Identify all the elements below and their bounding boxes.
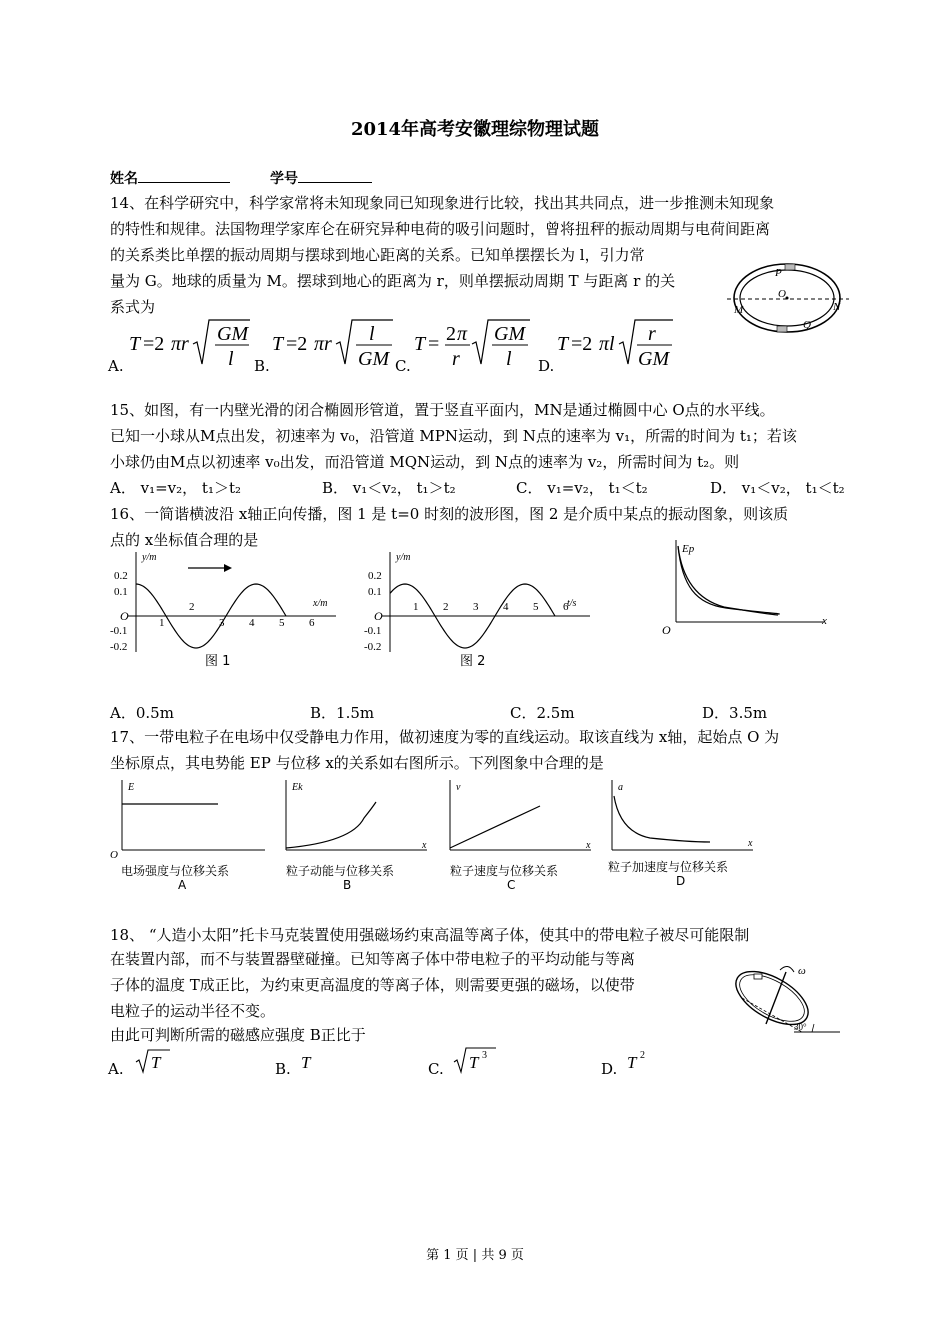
formula-sqrt-t-cubed (452, 1044, 500, 1076)
q14-option-a: A. (108, 357, 124, 375)
formula-b (268, 312, 398, 372)
svg-text:2: 2 (446, 323, 456, 345)
fig1-xtick-4: 4 (249, 617, 255, 629)
q16-option-d: D．3.5m (702, 704, 768, 722)
q18-line-1: 18、 “人造小太阳”托卡马克装置使用强磁场约束高温等离子体，使其中的带电粒子被尽可能限制 (110, 926, 750, 944)
graph-a-ylabel: E (128, 782, 135, 793)
fig2-xtick-6: 6 (563, 601, 569, 613)
q14-line-1: 14、在科学研究中，科学家常将未知现象同已知现象进行比较，找出其共同点，进一步推测未知现象 (110, 194, 775, 212)
q16-line-2: 点的 x坐标值合理的是 (110, 531, 259, 549)
svg-text:GM: GM (358, 348, 390, 370)
label-n: N (833, 301, 841, 313)
q14-line-5: 系式为 (110, 298, 156, 316)
q14-line-3: 的关系类比单摆的振动周期与摆球到地心距离的关系。已知单摆摆长为 l，引力常 (110, 246, 645, 264)
fig2-ytick-neg0.2: -0.2 (364, 641, 382, 653)
svg-text:2: 2 (640, 1050, 645, 1061)
formula-c (410, 312, 535, 372)
svg-text:T: T (151, 1053, 161, 1072)
fig2-y-label: y/m (396, 552, 411, 563)
q15-option-b: B． v₁＜v₂， t₁＞t₂ (322, 479, 456, 497)
svg-text:T: T (469, 1053, 479, 1072)
graph-d-caption: 粒子加速度与位移关系 (608, 860, 729, 874)
svg-text:T: T (627, 1053, 637, 1072)
page-footer: 第 1 页 | 共 9 页 (426, 1248, 524, 1263)
ep-origin: O (662, 623, 671, 637)
q18-line-5: 由此可判断所需的磁感应强度 B正比于 (110, 1026, 366, 1044)
fig2-xtick-5: 5 (533, 601, 539, 613)
fig2-caption: 图 2 (460, 654, 486, 669)
fig2-origin: O (374, 609, 383, 623)
fig1-xtick-2: 2 (189, 601, 195, 613)
fig2-x-label: t/s (567, 598, 577, 609)
svg-text:x: x (586, 840, 591, 851)
fig1-x-label: x/m (313, 598, 328, 609)
fig2-xtick-3: 3 (473, 601, 479, 613)
graph-b-kinetic-energy (272, 776, 432, 860)
svg-text:πr: πr (314, 333, 332, 355)
graph-b-letter: B (343, 878, 352, 892)
q15-line-1: 15、如图，有一内壁光滑的闭合椭圆形管道，置于竖直平面内，MN是通过椭圆中心 O点的水平线。 (110, 401, 775, 419)
q14-line-2: 的特性和规律。法国物理学家库仑在研究异种电荷的吸引问题时，曾将扭秤的振动周期与电荷间距离 (110, 220, 771, 238)
svg-text:πl: πl (599, 333, 615, 355)
graph-a-field-strength (110, 776, 270, 860)
fig1-y-label: y/m (142, 552, 157, 563)
label-o: O (778, 288, 786, 300)
svg-text:GM: GM (494, 323, 526, 345)
q14-option-c: C. (395, 357, 411, 375)
q16-option-c: C．2.5m (510, 704, 575, 722)
svg-text:GM: GM (217, 323, 249, 345)
fig1-ytick-neg0.2: -0.2 (110, 641, 128, 653)
ep-axis-label: Ep (682, 543, 695, 555)
formula-t-squared (624, 1044, 660, 1076)
q15-line-3: 小球仍由M点以初速率 v₀出发，而沿管道 MQN运动，到 N点的速率为 v₂，所需时间为 t₂。则 (110, 453, 740, 471)
omega-label: ω (798, 965, 806, 977)
svg-text:3: 3 (482, 1050, 487, 1061)
svg-text:r: r (452, 348, 460, 370)
q15-option-c: C． v₁=v₂， t₁＜t₂ (516, 479, 648, 497)
ellipse-tube-figure (725, 258, 850, 338)
graph-d-letter: D (676, 874, 686, 888)
graph-b-caption: 粒子动能与位移关系 (286, 864, 395, 878)
fig1-xtick-1: 1 (159, 617, 165, 629)
ep-x-label: x (822, 615, 827, 627)
q14-line-4: 量为 G。地球的质量为 M。摆球到地心的距离为 r，则单摆振动周期 T 与距离 r 的关 (110, 272, 676, 290)
fig2-xtick-4: 4 (503, 601, 509, 613)
label-p: P (775, 267, 782, 279)
graph-a-letter: A (178, 878, 187, 892)
svg-text:=2: =2 (143, 333, 165, 355)
q18-option-a: A. (108, 1060, 124, 1078)
q16-line-1: 16、一简谐横波沿 x轴正向传播，图 1 是 t=0 时刻的波形图，图 2 是介质中某点的振动图象，则该质 (110, 505, 789, 523)
svg-text:l: l (369, 323, 375, 345)
svg-text:=2: =2 (286, 333, 308, 355)
fig2-ytick-0.2: 0.2 (368, 570, 382, 582)
fig2-xtick-1: 1 (413, 601, 419, 613)
q14-option-b: B. (254, 357, 270, 375)
angle-label: 30° (794, 1022, 807, 1032)
name-label: 姓名 (110, 171, 138, 187)
svg-text:r: r (648, 323, 656, 345)
tilted-disk-figure (722, 958, 842, 1038)
svg-text:πr: πr (171, 333, 189, 355)
fig1-ytick-neg0.1: -0.1 (110, 625, 128, 637)
fig1-origin: O (120, 609, 129, 623)
q18-line-3: 子体的温度 T成正比，为约束更高温度的等离子体，则需要更强的磁场，以使带 (110, 976, 635, 994)
graph-c-velocity (436, 776, 596, 860)
fig2-ytick-neg0.1: -0.1 (364, 625, 382, 637)
svg-text:l: l (228, 348, 234, 370)
graph-c-ylabel: v (456, 782, 461, 793)
graph-d-acceleration (598, 776, 758, 860)
graph-b-ylabel: Ek (292, 782, 303, 793)
q18-option-b: B. (275, 1060, 291, 1078)
graph-c-letter: C (507, 878, 516, 892)
svg-text:x: x (422, 840, 427, 851)
q15-option-a: A． v₁=v₂， t₁＞t₂ (110, 479, 241, 497)
label-m: M (734, 304, 744, 316)
q16-option-a: A．0.5m (110, 704, 174, 722)
q18-line-4: 电粒子的运动半径不变。 (110, 1002, 276, 1020)
q18-option-c: C. (428, 1060, 444, 1078)
q14-option-d: D. (538, 357, 555, 375)
svg-text:T: T (557, 333, 569, 355)
fig1-xtick-3: 3 (219, 617, 225, 629)
q16-option-b: B．1.5m (310, 704, 375, 722)
fig1-xtick-5: 5 (279, 617, 285, 629)
id-label: 学号 (270, 171, 298, 187)
formula-d (553, 312, 678, 372)
formula-t (298, 1046, 328, 1076)
ep-x-graph (656, 536, 836, 641)
fig1-caption: 图 1 (205, 654, 231, 669)
svg-text:x: x (748, 838, 753, 849)
graph-d-ylabel: a (618, 782, 623, 793)
fig1-ytick-0.1: 0.1 (114, 586, 128, 598)
svg-text:T: T (129, 333, 141, 355)
svg-text:π: π (457, 323, 468, 345)
svg-text:T: T (414, 333, 426, 355)
q15-option-d: D． v₁＜v₂， t₁＜t₂ (710, 479, 845, 497)
name-field (110, 168, 230, 188)
fig2-xtick-2: 2 (443, 601, 449, 613)
svg-text:=: = (428, 333, 440, 355)
fig2-ytick-0.1: 0.1 (368, 586, 382, 598)
q18-line-2: 在装置内部，而不与装置器壁碰撞。已知等离子体中带电粒子的平均动能与等离 (110, 950, 636, 968)
q17-line-2: 坐标原点，其电势能 EP 与位移 x的关系如右图所示。下列图象中合理的是 (110, 754, 604, 772)
formula-a (125, 312, 255, 372)
svg-text:T: T (301, 1053, 311, 1072)
svg-text:T: T (272, 333, 284, 355)
svg-text:O: O (110, 849, 118, 860)
svg-text:=2: =2 (571, 333, 593, 355)
label-q: Q (803, 319, 811, 331)
formula-sqrt-t (134, 1046, 174, 1076)
fig1-xtick-6: 6 (309, 617, 315, 629)
q15-line-2: 已知一小球从M点出发，初速率为 v₀，沿管道 MPN运动，到 N点的速率为 v₁，所需的时间为 t₁；若该 (110, 427, 797, 445)
q17-line-1: 17、一带电粒子在电场中仅受静电力作用，做初速度为零的直线运动。取该直线为 x轴，起始点 O 为 (110, 728, 780, 746)
svg-text:l: l (506, 348, 512, 370)
student-id-field (270, 168, 372, 188)
q18-option-d: D. (601, 1060, 618, 1078)
graph-c-caption: 粒子速度与位移关系 (450, 864, 559, 878)
fig1-ytick-0.2: 0.2 (114, 570, 128, 582)
page-title: 2014年高考安徽理综物理试题 (350, 119, 600, 140)
graph-a-caption: 电场强度与位移关系 (121, 864, 230, 878)
svg-text:GM: GM (638, 348, 670, 370)
